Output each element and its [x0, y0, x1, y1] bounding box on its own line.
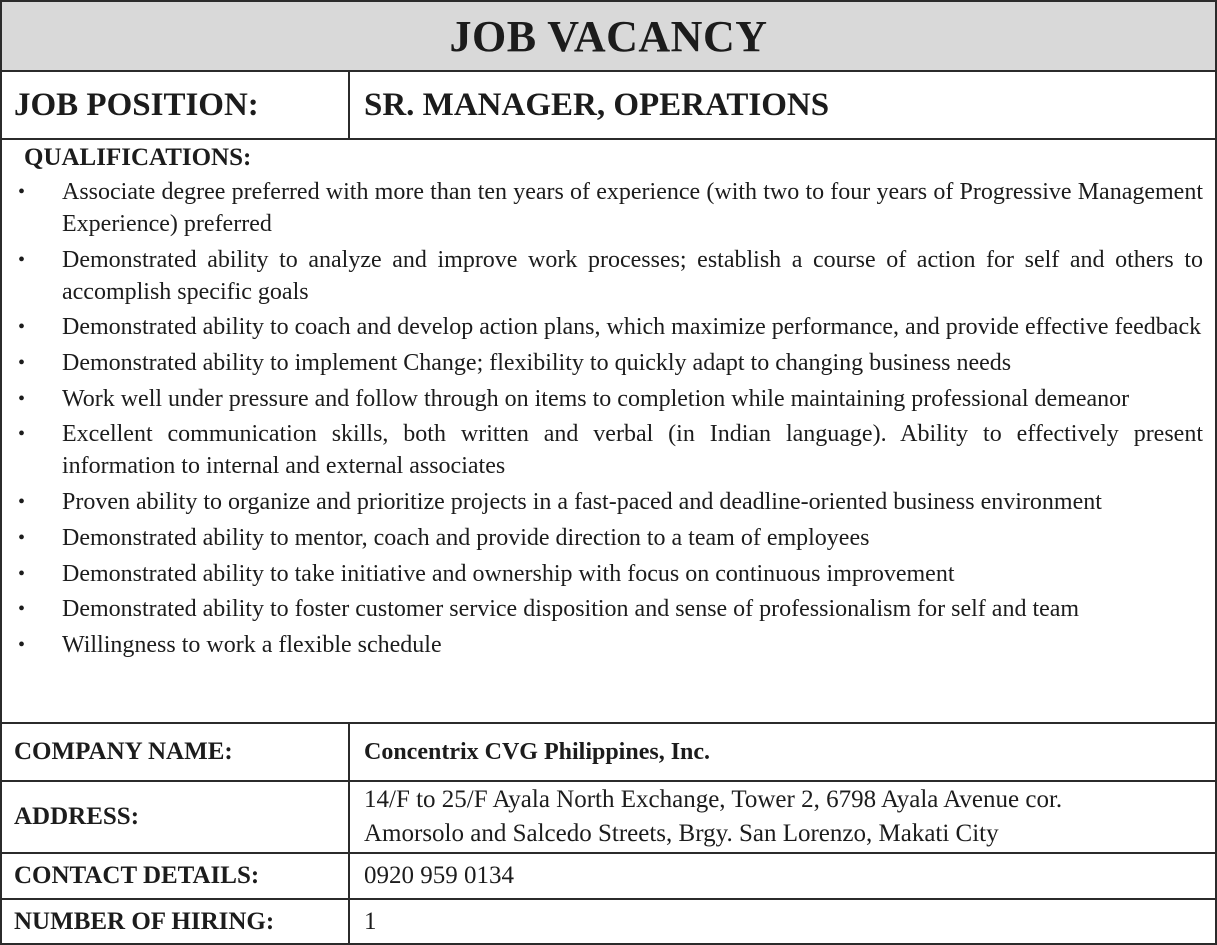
bullet-icon: • — [18, 491, 26, 514]
company-label: COMPANY NAME: — [2, 724, 350, 780]
qualification-item — [2, 486, 1215, 518]
bullet-icon: • — [18, 352, 26, 375]
bullet-icon: • — [18, 181, 26, 203]
bullet-icon: • — [18, 316, 26, 339]
hiring-label: NUMBER OF HIRING: — [2, 900, 350, 943]
address-row — [2, 782, 1215, 854]
qualifications-list — [2, 176, 1215, 665]
qualification-text: Demonstrated ability to implement Change; flexibility to quickly adapt to changing business needs — [62, 350, 1012, 377]
job-position-value: SR. MANAGER, OPERATIONS — [364, 86, 830, 123]
bullet-icon: • — [18, 598, 26, 621]
qualification-item — [2, 418, 1215, 482]
company-value: Concentrix CVG Philippines, Inc. — [364, 739, 711, 765]
qualifications-section — [2, 140, 1215, 724]
qualification-item — [2, 558, 1215, 590]
qualification-item — [2, 311, 1215, 343]
address-line-1: 14/F to 25/F Ayala North Exchange, Tower 2, 6798 Ayala Avenue cor. — [364, 786, 1063, 813]
job-position-label: JOB POSITION: — [2, 72, 350, 138]
address-value — [350, 782, 1215, 852]
qualification-item — [2, 593, 1215, 625]
qualification-item — [2, 522, 1215, 554]
qualification-text: Excellent communication skills, both written and verbal (in Indian language). Ability to effectively present information to internal and external associates — [62, 421, 1203, 480]
bullet-icon: • — [18, 248, 26, 271]
qualification-text: Demonstrated ability to mentor, coach and provide direction to a team of employees — [62, 524, 870, 551]
bullet-icon: • — [18, 526, 26, 549]
qualification-text: Demonstrated ability to take initiative and ownership with focus on continuous improvement — [62, 560, 955, 587]
qualification-text: Demonstrated ability to analyze and improve work processes; establish a course of action for self and others to accomplish specific goals — [62, 246, 1203, 305]
qualification-text: Demonstrated ability to coach and develop action plans, which maximize performance, and provide effective feedback — [62, 314, 1202, 341]
qualification-text: Willingness to work a flexible schedule — [62, 631, 442, 658]
qualification-item — [2, 244, 1215, 308]
contact-row — [2, 854, 1215, 900]
bullet-icon: • — [18, 562, 26, 585]
company-row — [2, 724, 1215, 782]
contact-label: CONTACT DETAILS: — [2, 854, 350, 898]
bullet-icon: • — [18, 423, 26, 446]
contact-value: 0920 959 0134 — [364, 862, 514, 889]
qualification-text: Demonstrated ability to foster customer service disposition and sense of professionalism for self and team — [62, 596, 1080, 623]
bullet-icon: • — [18, 633, 26, 656]
qualification-item — [2, 347, 1215, 379]
qualification-text: Work well under pressure and follow through on items to completion while maintaining professional demeanor — [62, 385, 1130, 412]
job-position-row — [2, 72, 1215, 140]
address-line-2: Amorsolo and Salcedo Streets, Brgy. San Lorenzo, Makati City — [364, 820, 999, 847]
qualification-item — [2, 629, 1215, 661]
page-title: JOB VACANCY — [2, 2, 1215, 72]
hiring-value: 1 — [364, 907, 377, 935]
address-label: ADDRESS: — [2, 782, 350, 852]
qualification-text: Proven ability to organize and prioritize projects in a fast-paced and deadline-oriented business environment — [62, 489, 1102, 516]
qualification-item — [2, 176, 1215, 240]
hiring-row — [2, 900, 1215, 943]
qualifications-heading: QUALIFICATIONS: — [24, 144, 252, 171]
bullet-icon: • — [18, 387, 26, 410]
qualification-text: Associate degree preferred with more than ten years of experience (with two to four years of Progressive Management Experience) preferred — [62, 179, 1203, 237]
qualification-item — [2, 383, 1215, 415]
